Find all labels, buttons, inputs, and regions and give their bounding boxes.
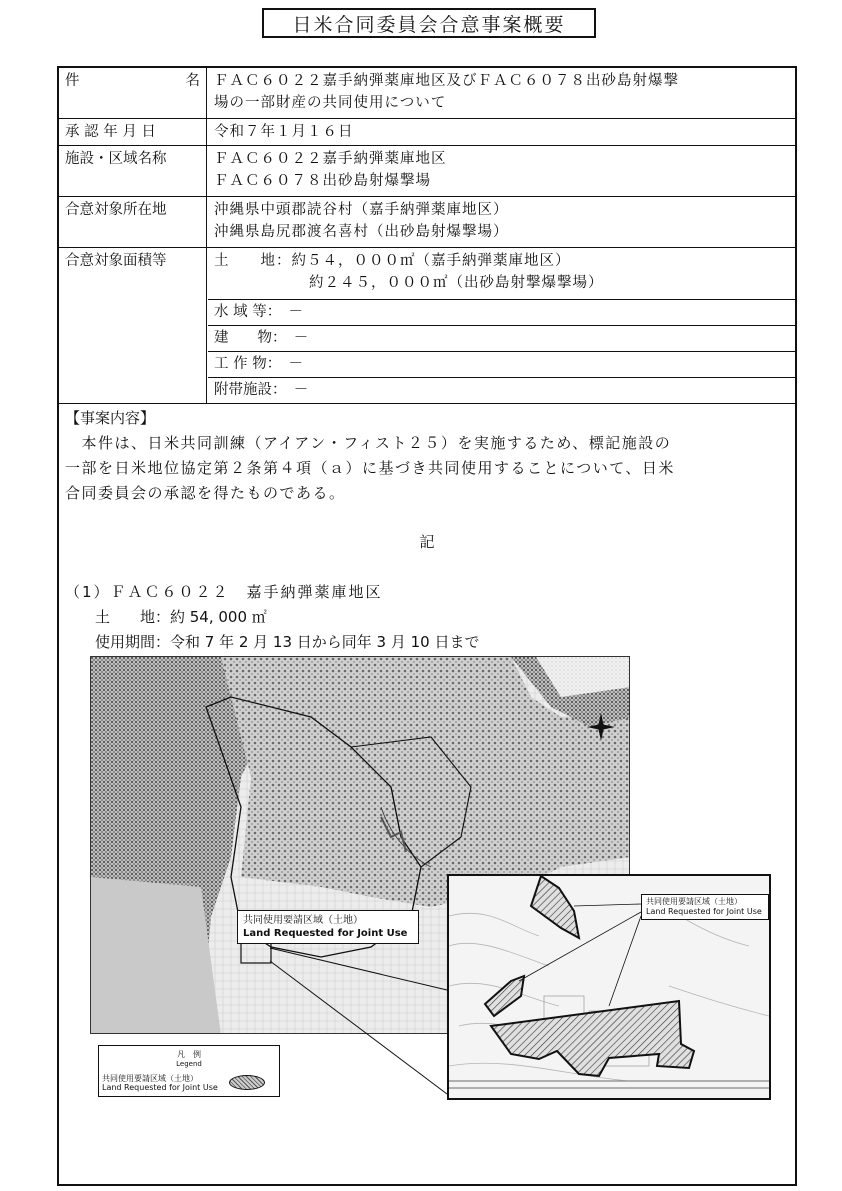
label-char: 名	[185, 73, 200, 89]
value-line: ＦＡＣ６０２２嘉手納弾薬庫地区及びＦＡＣ６０７８出砂島射爆撃	[214, 73, 679, 89]
paragraph-line: 合同委員会の承認を得たものである。	[65, 484, 346, 502]
label-location: 合意対象所在地	[59, 197, 207, 247]
row-location	[59, 197, 795, 248]
value-line: 約２４５，０００㎡（出砂島射撃爆撃場）	[309, 275, 604, 291]
section1-title: （1）ＦＡＣ６０２２ 嘉手納弾薬庫地区	[65, 583, 383, 601]
callout-label-jp: 共同使用要請区域（土地）	[243, 915, 363, 926]
row-approval-date	[59, 119, 795, 146]
content-paragraph	[65, 431, 789, 506]
label-area: 合意対象面積等	[59, 248, 207, 403]
inset-callout	[641, 894, 769, 920]
section1-period: 使用期間：令和 7 年 2 月 13 日から同年 3 月 10 日まで	[95, 633, 480, 651]
value-line: ＦＡＣ６０７８出砂島射爆撃場	[214, 173, 431, 189]
legend-title-en: Legend	[176, 1060, 202, 1068]
label-facility-name: 施設・区域名称	[59, 146, 207, 196]
callout-label-en: Land Requested for Joint Use	[243, 928, 408, 939]
legend-item-en: Land Requested for Joint Use	[102, 1083, 218, 1092]
value-line: ＦＡＣ６０２２嘉手納弾薬庫地区	[214, 151, 447, 167]
value-structures: 工 作 物： －	[208, 351, 795, 377]
value-line: 場の一部財産の共同使用について	[214, 95, 447, 111]
value-item-name	[208, 68, 795, 118]
inset-callout-label-jp: 共同使用要請区域（土地）	[646, 897, 742, 906]
detail-map	[447, 874, 771, 1100]
value-water: 水 域 等： －	[208, 299, 795, 325]
legend-item-text	[102, 1074, 218, 1092]
value-approval-date: 令和７年１月１６日	[214, 124, 354, 140]
label-approval-date: 承 認 年 月 日	[59, 119, 207, 145]
label-char: 件	[65, 73, 80, 89]
paragraph-line: 一部を日米地位協定第２条第４項（ａ）に基づき共同使用することについて、日米	[65, 459, 675, 477]
legend-hatch-swatch-icon	[229, 1075, 265, 1090]
value-line: 沖縄県島尻郡渡名喜村（出砂島射爆撃場）	[214, 224, 509, 240]
row-area	[59, 248, 795, 404]
document-title: 日米合同委員会合意事案概要	[262, 8, 596, 38]
value-line: 土 地：約５４，０００㎡（嘉手納弾薬庫地区）	[214, 253, 571, 269]
inset-callout-label-en: Land Requested for Joint Use	[646, 907, 762, 916]
legend-title-jp: 凡 例	[177, 1050, 201, 1059]
content-heading: 【事案内容】	[65, 409, 156, 427]
legend-item-jp: 共同使用要請区域（土地）	[102, 1074, 198, 1083]
value-land	[208, 248, 795, 302]
value-auxiliary: 附帯施設： －	[208, 377, 795, 403]
value-location	[208, 197, 795, 247]
value-line: 沖縄県中頭郡読谷村（嘉手納弾薬庫地区）	[214, 202, 509, 218]
paragraph-line: 本件は、日米共同訓練（アイアン・フィスト２５）を実施するため、標記施設の	[65, 434, 672, 452]
value-buildings: 建 物： －	[208, 325, 795, 351]
map-callout	[237, 910, 419, 944]
row-facility-name	[59, 146, 795, 197]
row-item-name	[59, 68, 795, 119]
value-facility-name	[208, 146, 795, 196]
label-item-name	[59, 68, 207, 118]
map-legend	[98, 1045, 280, 1097]
section1-land: 土 地：約 54, 000 ㎡	[95, 608, 267, 626]
ki-marker: 記	[419, 533, 435, 551]
